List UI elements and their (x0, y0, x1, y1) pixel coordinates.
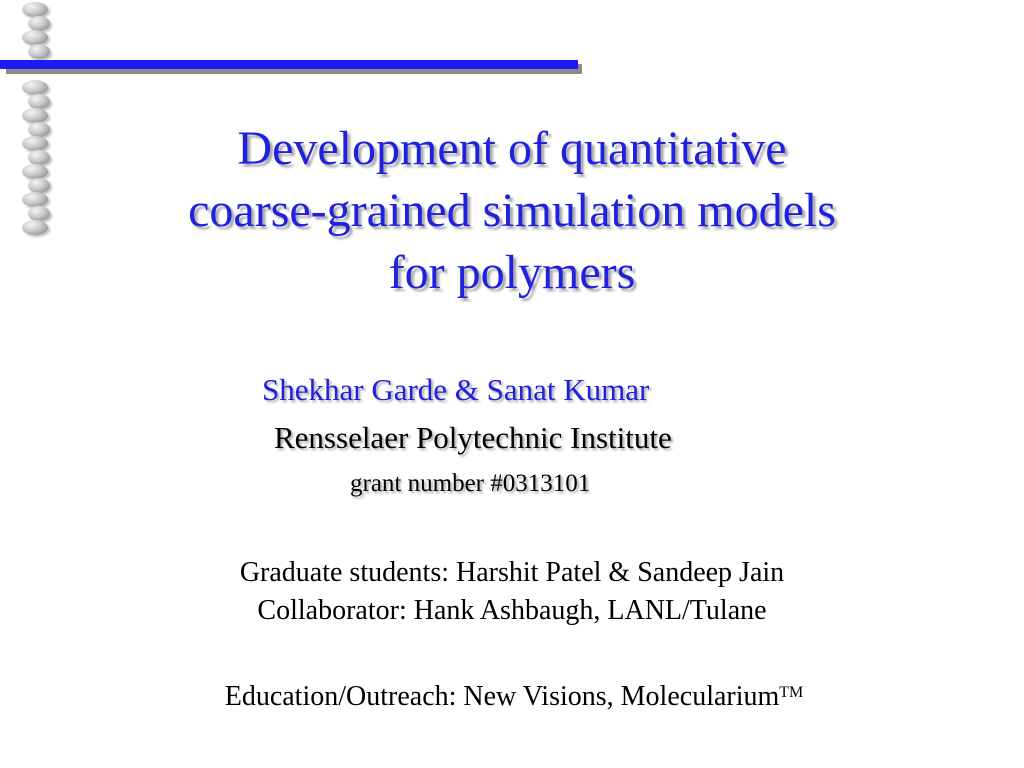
bead-icon (22, 108, 48, 123)
bead-icon (22, 2, 48, 17)
title-line: coarse-grained simulation models (188, 184, 836, 237)
bead-icon (22, 192, 48, 207)
bead-icon (28, 206, 50, 221)
grant-number: grant number #0313101 (350, 470, 591, 497)
trademark-mark: TM (779, 684, 804, 701)
authors: Shekhar Garde & Sanat Kumar (262, 372, 650, 407)
bead-icon (22, 30, 48, 45)
graduate-students: Graduate students: Harshit Patel & Sandeep Jain (239, 557, 785, 588)
bead-icon (28, 94, 50, 109)
header-rule (0, 60, 578, 69)
bead-icon (22, 164, 48, 179)
slide-title (100, 118, 924, 304)
beaded-chain-decoration (22, 0, 54, 250)
bead-icon (22, 136, 48, 151)
bead-icon (28, 122, 50, 137)
education-outreach (114, 676, 914, 714)
collaborator: Collaborator: Hank Ashbaugh, LANL/Tulane (257, 595, 767, 626)
title-line: for polymers (388, 246, 636, 299)
title-line: Development of quantitative (237, 122, 787, 175)
bead-icon (28, 16, 50, 31)
bead-icon (28, 150, 50, 165)
education-outreach-text: Education/Outreach: New Visions, Molecularium (224, 681, 780, 712)
bead-icon (22, 80, 48, 95)
bead-icon (28, 178, 50, 193)
institute: Rensselaer Polytechnic Institute (274, 420, 672, 455)
bead-icon (22, 220, 48, 235)
bead-icon (28, 44, 50, 59)
